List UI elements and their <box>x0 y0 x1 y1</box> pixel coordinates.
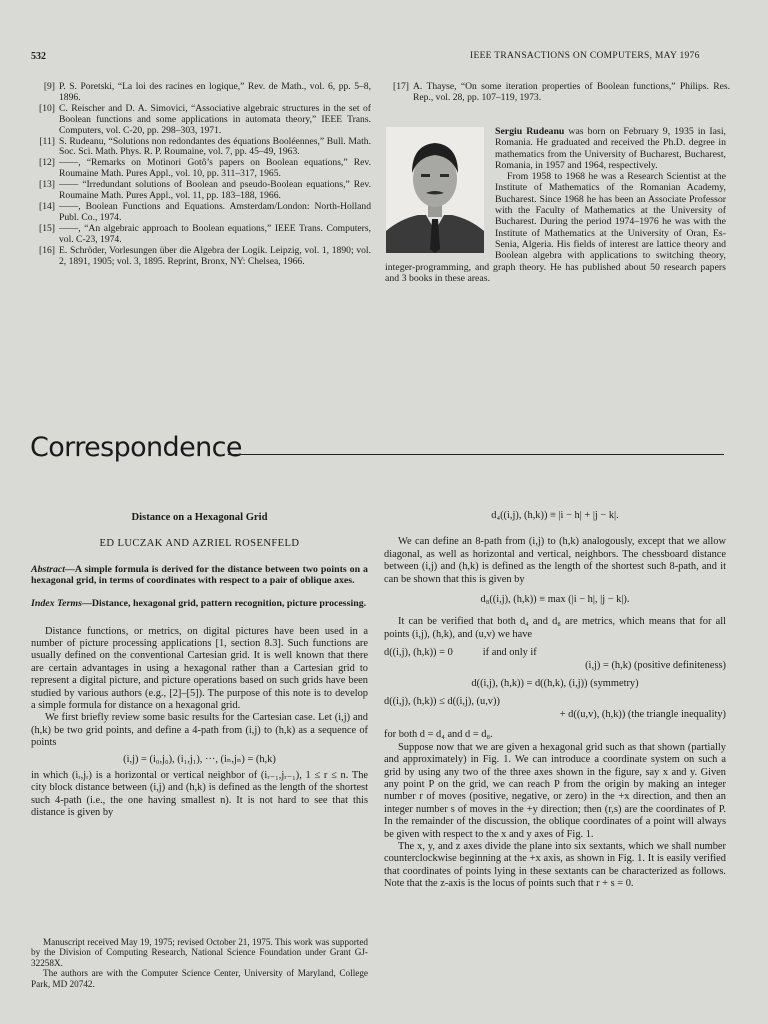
section-rule <box>228 454 724 455</box>
reference-item: [17] A. Thayse, “On some iteration properties of Boolean functions,” Philips. Res. Rep., vol. 28, pp. 107–119, 1973. <box>393 81 730 103</box>
article-title: Distance on a Hexagonal Grid <box>131 512 268 523</box>
metric-properties: d((i,j), (h,k)) = 0 if and only if (i,j) = (h,k) (positive definiteness) d((i,j), (h,k)) = d((h,k), (i,j)) (symmetry) d((i,j), (h,k)) ≤ d((i,j), (u,v)) + d((u,v), (h,k)) (the triangle inequality) <box>384 647 726 720</box>
index-terms: Index Terms—Distance, hexagonal grid, pattern recognition, picture processing. <box>31 598 367 609</box>
references-right <box>385 82 730 104</box>
reference-item: [11] S. Rudeanu, “Solutions non redondantes des équations Booléennes,” Bull. Math. Soc. Sci. Math. Phys. R. P. Roumaine, vol. 7, pp. 45–49, 1963. <box>39 135 371 158</box>
equation-path: (i,j) = (i₀,j₀), (i₁,j₁), ···, (iₙ,jₙ) = (h,k) <box>123 753 276 765</box>
paragraph: The x, y, and z axes divide the plane into six sextants, which we shall number counterclockwise beginning at the +x axis, as shown in Fig. 1. It is easily verified that coordinates of points lying in these sextants can be characterized as follows. Note that the z-axis is the locus of points such that r + s = 0. <box>384 840 726 890</box>
paragraph: It can be verified that both d₄ and d₈ are metrics, which means that for all points (i,j), (h,k), and (u,v) we have <box>384 616 726 640</box>
paragraph: We first briefly review some basic results for the Cartesian case. Let (i,j) and (h,k) be two grid points, and define a 4-path from (i,j) to (h,k) as a sequence of points <box>31 712 368 749</box>
reference-item: [12] ——, “Remarks on Motinori Gotô’s papers on Boolean equations,” Rev. Roumaine Math. Pures Appl., vol. 10, pp. 311–317, 1965. <box>39 157 371 180</box>
reference-item: [10] C. Reischer and D. A. Simovici, “Associative algebraic structures in the set of Boolean functions and some applications in automata theory,” IEEE Trans. Computers, vol. C-20, pp. 298–303, 1971. <box>39 102 371 136</box>
references-left <box>31 82 371 267</box>
equation-d4: d₄((i,j), (h,k)) ≡ |i − h| + |j − k|. <box>491 510 619 521</box>
author-biography: Sergiu Rudeanu was born on February 9, 1935 in Iasi, Romania. He graduated and received the Ph.D. degree in mathematics from the University of Bucharest, Bucharest, Romania, in 1957 and 1964, respectively. From 1958 to 1968 he was a Research Scientist at the Institute of Mathematics of the Romanian Academy, Bucharest. Since 1968 he has been an Associate Professor with the Faculty of Mathematics at the University of Bucharest. During the period 1974–1976 he was with the Institute of Mathematics at the University of Oran, Es-Senia, Algeria. His fields of interest are lattice theory and Boolean algebra with applications to switching theory, integer-programming, and graph theory. He has published about 50 research papers and 3 books in these areas. <box>385 126 726 284</box>
reference-item: [16] E. Schröder, Vorlesungen über die Algebra der Logik. Leipzig, vol. 1, 1890; vol. 2, 1891, 1905; vol. 3, 1895. Reprint, Bronx, NY: Chelsea, 1966. <box>39 244 371 267</box>
reference-item: [9] P. S. Poretski, “La loi des racines en logique,” Rev. de Math., vol. 6, pp. 5–8, 1896. <box>43 81 371 103</box>
paragraph: for both d = d₄ and d = d₈. <box>384 729 493 741</box>
biography-name: Sergiu Rudeanu <box>495 126 565 137</box>
article-authors: ED LUCZAK AND AZRIEL ROSENFELD <box>99 538 300 550</box>
equation-d8: d₈((i,j), (h,k)) ≡ max (|i − h|, |j − k|). <box>480 594 630 606</box>
paragraph: Suppose now that we are given a hexagonal grid such as that shown (partially and approximately) in Fig. 1. We can introduce a coordinate system on such a grid by using any two of the three axes shown in the figure, say x and y. Given any point P on the grid, we can reach P from the origin by making an integer number r of moves (positive, negative, or zero) in the +x direction, and then an integer number s of moves in the +y direction; then (r,s) are the coordinates of P. In the remainder of the discussion, the oblique coordinates of a point will always be given with respect to the x and y axes of Fig. 1. <box>384 741 726 840</box>
reference-item: [14] ——, Boolean Functions and Equations. Amsterdam/London: North-Holland Publ. Co., 1974. <box>39 200 371 223</box>
article-left-column <box>31 510 368 820</box>
reference-item: [13] —— “Irredundant solutions of Boolean and pseudo-Boolean equations,” Rev. Roumaine Math. Pures Appl., vol. 11, pp. 183–188, 1966. <box>39 179 371 202</box>
reference-item: [15] ——, “An algebraic approach to Boolean equations,” IEEE Trans. Computers, vol. C-23, 1974. <box>39 222 371 245</box>
article-right-column <box>384 510 726 891</box>
page-number: 532 <box>31 51 46 62</box>
abstract: Abstract—A simple formula is derived for the distance between two points on a hexagonal grid, in terms of coordinates with respect to a pair of oblique axes. <box>31 563 368 587</box>
paragraph: in which (iᵣ,jᵣ) is a horizontal or vertical neighbor of (iᵣ₋₁,jᵣ₋₁), 1 ≤ r ≤ n. The city block distance between (i,j) and (h,k) is defined as the length of the shortest such 4-path (i.e., the one having smallest n). It is not hard to see that this distance is given by <box>31 770 368 819</box>
paragraph: Distance functions, or metrics, on digital pictures have been used in a number of picture processing applications [1, section 8.3]. Such functions are usually defined on the conventional Cartesian grid. It is well known that there are certain advantages in using a hexagonal rather than a Cartesian grid to represent a digital picture, and picture operations based on such grids have been studied by various authors (e.g., [2]–[5]). The purpose of this note is to develop a simple formula for distance on a hexagonal grid. <box>31 625 368 712</box>
running-header: IEEE TRANSACTIONS ON COMPUTERS, MAY 1976 <box>470 51 700 61</box>
paragraph: We can define an 8-path from (i,j) to (h,k) analogously, except that we allow diagonal, as well as horizontal and vertical, neighbors. The chessboard distance between (i,j) and (h,k) is defined as the length of the shortest such 8-path, and it can be shown that this is given by <box>384 536 726 585</box>
footnote: Manuscript received May 19, 1975; revised October 21, 1975. This work was supported by the Division of Computing Research, National Science Foundation under Grant GJ-32258X. The authors are with the Computer Science Center, University of Maryland, College Park, MD 20742. <box>31 937 368 989</box>
section-title: Correspondence <box>30 432 242 463</box>
